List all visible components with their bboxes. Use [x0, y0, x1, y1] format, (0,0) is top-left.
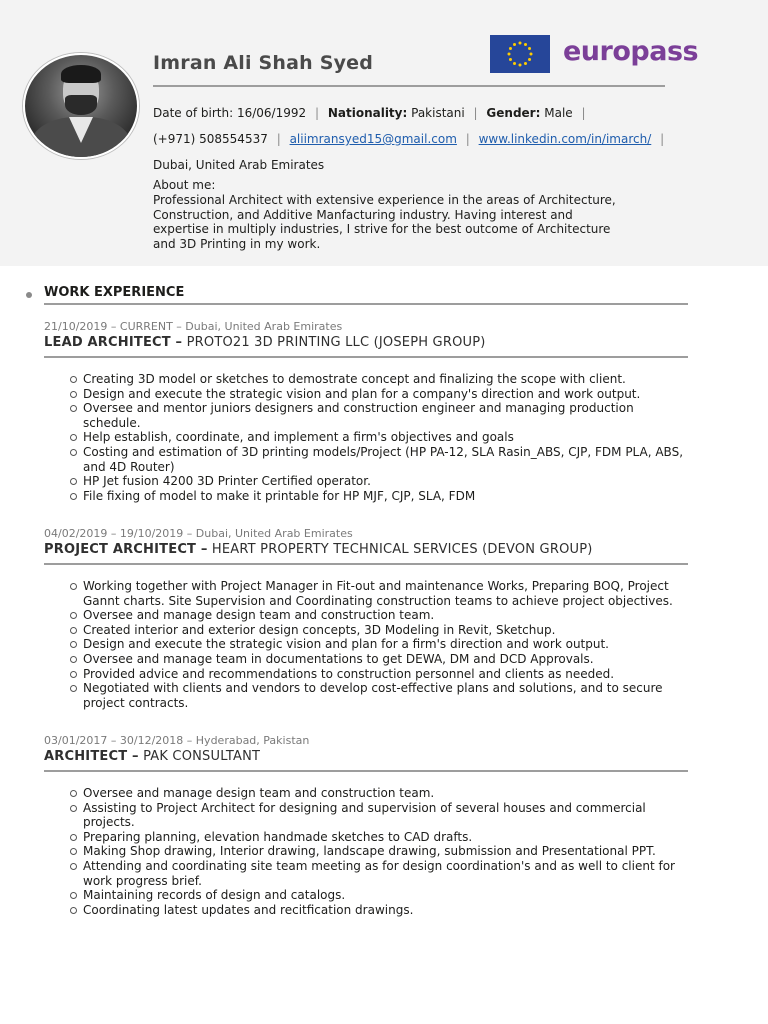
- company-name: PAK CONSULTANT: [143, 749, 261, 764]
- company-name: PROTO21 3D PRINTING LLC (JOSEPH GROUP): [186, 335, 486, 350]
- entry-divider: [44, 356, 688, 358]
- section-divider: [44, 303, 688, 305]
- entry-meta: 04/02/2019 – 19/10/2019 – Dubai, United Arab Emirates: [44, 527, 353, 540]
- separator: |: [660, 132, 665, 146]
- about-label: About me:: [153, 178, 216, 192]
- personal-details: [153, 106, 591, 120]
- list-item: Working together with Project Manager in Fit-out and maintenance Works, Preparing BOQ, Project Gannt charts. Site Supervision and Coordinating construction teams to achieve project objectives.: [70, 579, 683, 608]
- eu-star: [524, 62, 527, 65]
- work-experience-heading: WORK EXPERIENCE: [44, 285, 185, 300]
- separator: |: [465, 132, 470, 146]
- list-item: Assisting to Project Architect for designing and supervision of several houses and commercial projects.: [70, 801, 683, 830]
- separator: |: [581, 106, 586, 120]
- location: Dubai, United Arab Emirates: [153, 158, 325, 172]
- gender-value: Male: [544, 106, 573, 120]
- list-item: Design and execute the strategic vision and plan for a company's direction and work output.: [70, 387, 683, 402]
- eu-star: [513, 43, 516, 46]
- separator: |: [276, 132, 281, 146]
- email-link[interactable]: aliimransyed15@gmail.com: [289, 132, 457, 146]
- entry-role: [44, 542, 688, 559]
- work-entry: [44, 320, 688, 503]
- role-title: LEAD ARCHITECT –: [44, 335, 183, 350]
- eu-star: [519, 42, 522, 45]
- separator: |: [473, 106, 478, 120]
- linkedin-link[interactable]: www.linkedin.com/in/imarch/: [478, 132, 652, 146]
- list-item: Help establish, coordinate, and implement a firm's objectives and goals: [70, 430, 683, 445]
- list-item: Created interior and exterior design concepts, 3D Modeling in Revit, Sketchup.: [70, 623, 683, 638]
- contact-details: [153, 132, 669, 146]
- entry-meta: 03/01/2017 – 30/12/2018 – Hyderabad, Pakistan: [44, 734, 310, 747]
- list-item: Provided advice and recommendations to construction personnel and clients as needed.: [70, 667, 683, 682]
- name-divider: [153, 85, 665, 87]
- work-entry: [44, 527, 688, 710]
- work-entry: [44, 734, 688, 917]
- section-bullet-icon: [26, 292, 32, 298]
- list-item: Oversee and manage team in documentations to get DEWA, DM and DCD Approvals.: [70, 652, 683, 667]
- separator: |: [314, 106, 319, 120]
- entry-divider: [44, 770, 688, 772]
- eu-flag-icon: [490, 35, 550, 73]
- nationality-label: Nationality:: [327, 106, 408, 120]
- entry-role: [44, 749, 688, 766]
- gender-label: Gender:: [486, 106, 541, 120]
- role-title: ARCHITECT –: [44, 749, 139, 764]
- entry-divider: [44, 563, 688, 565]
- role-title: PROJECT ARCHITECT –: [44, 542, 208, 557]
- europass-logo: europass: [563, 36, 699, 67]
- eu-star: [513, 62, 516, 65]
- list-item: HP Jet fusion 4200 3D Printer Certified operator.: [70, 474, 683, 489]
- list-item: Negotiated with clients and vendors to develop cost-effective plans and solutions, and to secure project contracts.: [70, 681, 683, 710]
- eu-star: [524, 43, 527, 46]
- entry-bullets: [44, 786, 688, 917]
- dob-value: 16/06/1992: [236, 106, 307, 120]
- eu-star: [519, 64, 522, 67]
- nationality-value: Pakistani: [411, 106, 465, 120]
- entry-bullets: [44, 372, 688, 503]
- about-text: Professional Architect with extensive experience in the areas of Architecture, Construction, and Additive Manfacturing industry. Having interest and expertise in multiply industries, I strive for the best outcome of Architecture and 3D Printing in my work.: [153, 193, 616, 251]
- phone-number: (+971) 508554537: [153, 132, 268, 146]
- list-item: Preparing planning, elevation handmade sketches to CAD drafts.: [70, 830, 683, 845]
- company-name: HEART PROPERTY TECHNICAL SERVICES (DEVON GROUP): [211, 542, 593, 557]
- list-item: File fixing of model to make it printable for HP MJF, CJP, SLA, FDM: [70, 489, 683, 504]
- eu-star: [508, 53, 511, 56]
- eu-star: [528, 47, 531, 50]
- eu-star: [530, 53, 533, 56]
- list-item: Oversee and manage design team and construction team.: [70, 608, 683, 623]
- entry-meta: 21/10/2019 – CURRENT – Dubai, United Arab Emirates: [44, 320, 343, 333]
- entry-bullets: [44, 579, 688, 710]
- list-item: Coordinating latest updates and recitfication drawings.: [70, 903, 683, 918]
- list-item: Creating 3D model or sketches to demostrate concept and finalizing the scope with client.: [70, 372, 683, 387]
- list-item: Design and execute the strategic vision and plan for a firm's direction and work output.: [70, 637, 683, 652]
- eu-star: [509, 58, 512, 61]
- list-item: Oversee and mentor juniors designers and construction engineer and managing production schedule.: [70, 401, 683, 430]
- profile-photo: [23, 53, 139, 159]
- list-item: Attending and coordinating site team meeting as for design coordination's and as well to client for work progress brief.: [70, 859, 683, 888]
- entry-role: [44, 335, 688, 352]
- list-item: Maintaining records of design and catalogs.: [70, 888, 683, 903]
- eu-star: [509, 47, 512, 50]
- list-item: Making Shop drawing, Interior drawing, landscape drawing, submission and Presentational PPT.: [70, 844, 683, 859]
- eu-star: [528, 58, 531, 61]
- person-name: Imran Ali Shah Syed: [153, 52, 374, 74]
- dob-label: Date of birth:: [153, 106, 234, 120]
- list-item: Oversee and manage design team and construction team.: [70, 786, 683, 801]
- list-item: Costing and estimation of 3D printing models/Project (HP PA-12, SLA Rasin_ABS, CJP, FDM PLA, ABS, and 4D Router): [70, 445, 683, 474]
